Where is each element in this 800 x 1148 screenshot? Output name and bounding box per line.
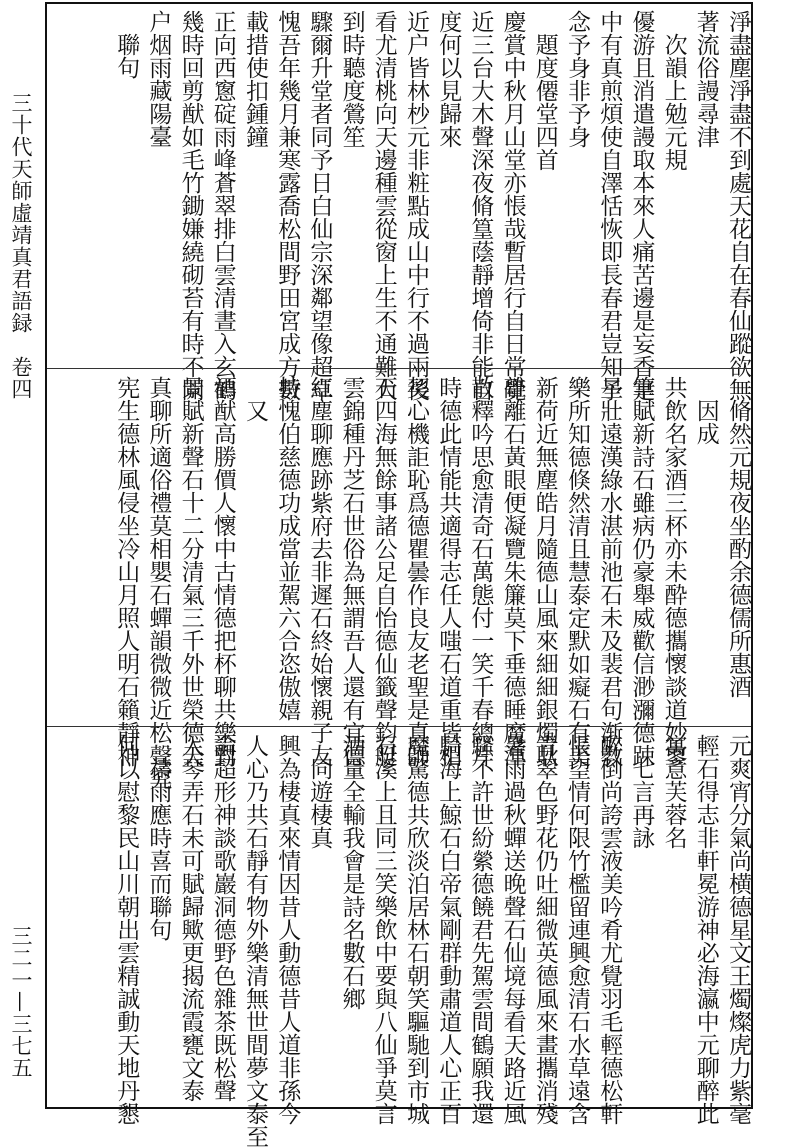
text-column: 興為棲真來情因昔人動德昔人道非孫今 [274,734,301,1125]
text-column: 入琴弄石未可賦歸歟更揭流霞甕文泰 [177,734,204,1102]
text-column: 念予身非予身 [564,10,590,148]
text-column: 脩然元規夜坐酌余德儒所惠酒 [725,376,751,698]
text-column: 中有真煎煩使自澤恬恢即長春君豈知予 [596,10,623,401]
text-column: 正向西窻碇雨峰蒼翠排白雲清晝入玄鶴 [209,10,236,401]
text-column: 同遊棲真 [306,734,333,849]
text-column: 紅塵聊應跡紫府去非遲石終始懷親子友 [306,376,333,767]
panel-bottom [47,728,751,1148]
panel-top [47,4,751,401]
text-column: 寓意芙蓉名 [660,734,687,849]
text-column: 題度僊堂四首 [531,10,558,171]
text-column: 悵望情何限竹檻留連興愈清石水草遠含 [564,734,590,1125]
text-column: 石溪上且同三笑樂飲中要與八仙爭莫言 [370,734,397,1125]
text-column: 樂所知德倏然清且慧泰定默如癡石有美 [564,376,590,767]
text-column: 元爽宵分氣尚横德星文王燭燦虎力紫毫 [725,734,751,1125]
text-column: 次韻上勉元規 [660,10,687,171]
text-column: 愧吾年幾月兼寒露喬松間野田宮成方數 [274,10,301,401]
text-column: 持愧伯慈德功成當並駕六合恣傲嬉 [274,376,301,721]
text-column: 近户皆林杪元非粧點成山中行不過兩後 [403,10,429,401]
text-column: 何以慰黎民山川朝出雲精誠動天地丹懇 [113,734,140,1125]
text-column: 幾時回剪猷如毛竹鋤嫌繞砌苔有時不開 [177,10,204,401]
text-column: 離離石黃眼便凝覽朱簾莫下垂德睡魔渾 [499,376,526,767]
text-column: 户烟雨藏陽臺 [145,10,172,148]
text-column: 星壯遠漢綠水湛前池石未及裴君句渐教 [596,376,623,767]
text-column: 又 [242,376,268,422]
text-column: 輕石得志非軒冕游神必海瀛中元聊醉此 [692,734,719,1125]
text-column: 真聊所適俗禮莫相嬰石蟬韻微微近松聲究 [145,376,172,790]
text-column: 度何以見歸來 [435,10,462,148]
text-column: 酒量全輸我會是詩名數石鄉 [338,734,365,1010]
text-column: 共飲名家酒三杯亦未酔德攜懷談道妙寥 [660,376,687,767]
text-column: 人心乃共石靜有物外樂清無世間夢文泰至 [242,734,268,1148]
text-column: 因成 [692,376,719,445]
panel-divider [47,726,751,727]
text-column: 慶賞中秋月山堂亦悵哉暫居行自日常覺 [499,10,526,401]
text-column: 著流俗謾尋津 [692,10,719,148]
text-column: 契心機詎恥爲德瞿曇作良友老聖是真師 [403,376,429,767]
text-column: 優游且消遣謾取本來人痛苦邊是妄香寔 [628,10,655,401]
panel-divider [47,368,751,369]
text-column: 近三台大木聲深夜脩篁蔭靜增倚非能自 [467,10,494,401]
text-column: 魔驚德共欣淡泊居林石朝笑驅馳到市城 [403,734,429,1125]
text-column: 時德此情能共適得志任人嗤石道重皆相 [435,376,462,767]
text-column: 散釋吟思愈清奇石萬態付一笑千春總片 [467,376,494,767]
text-column: 到時聽度鶯笙 [338,10,365,148]
text-column: 騎海上鯨石白帝氣剛群動肅道人心正百 [435,734,462,1125]
text-column: 騷不許世紛縈德饒君先駕雲間鶴願我還 [467,734,494,1125]
page-frame [45,2,753,1148]
text-column: 新荷近無塵皓月隨德山風來細細銀燭耿 [531,376,558,767]
text-column: 禱雨應時喜而聯句 [145,734,172,941]
text-column: 筆賦新詩石雖病仍豪舉威歡信渺瀰德踈 [628,376,655,767]
text-column: 聯句 [113,10,140,79]
text-column: 淨盡塵淨盡不到處天花自在春仙蹤欲無 [725,10,751,401]
text-column: 七言再詠 [628,734,655,849]
text-column: 景賦新聲石十二分清氣三千外世榮德天 [177,376,204,767]
text-column: 雲錦種丹芝石世俗為無謂吾人還有宜德 [338,376,365,767]
text-column: 石四海無餘事諸公足自怡德仙籤聲鈞艇 [370,376,397,767]
margin-book-title: 三十代天師虛靖真君語録 卷四 [9,92,33,400]
text-column: 論超形神談歌巖洞德野色雜茶既松聲 [209,734,236,1102]
text-column: 載措使扣鍾鐘 [242,10,268,148]
text-column: 驟爾升堂者同予日白仙宗深鄰望像超卓 [306,10,333,401]
text-column: 宪生德林風侵坐冷山月照人明石籟靜神 [113,376,140,767]
panel-middle [47,370,751,790]
text-column: 酒猷高勝價人懷中古情德把杯聊共樂對 [209,376,236,767]
text-column: 看尤清桃向天邊種雲從窗上生不通難犬 [370,10,397,401]
text-column: 暑雨過秋蟬送晚聲石仙境每看天路近風 [499,734,526,1125]
text-column: 醉倒尚誇雲液美吟肴尤覺羽毛輕德松軒 [596,734,623,1125]
margin-page-number: 三二一—三七五 [9,925,33,1079]
text-column: 青翠色野花仍吐細微英德風來畫攜消殘 [531,734,558,1125]
